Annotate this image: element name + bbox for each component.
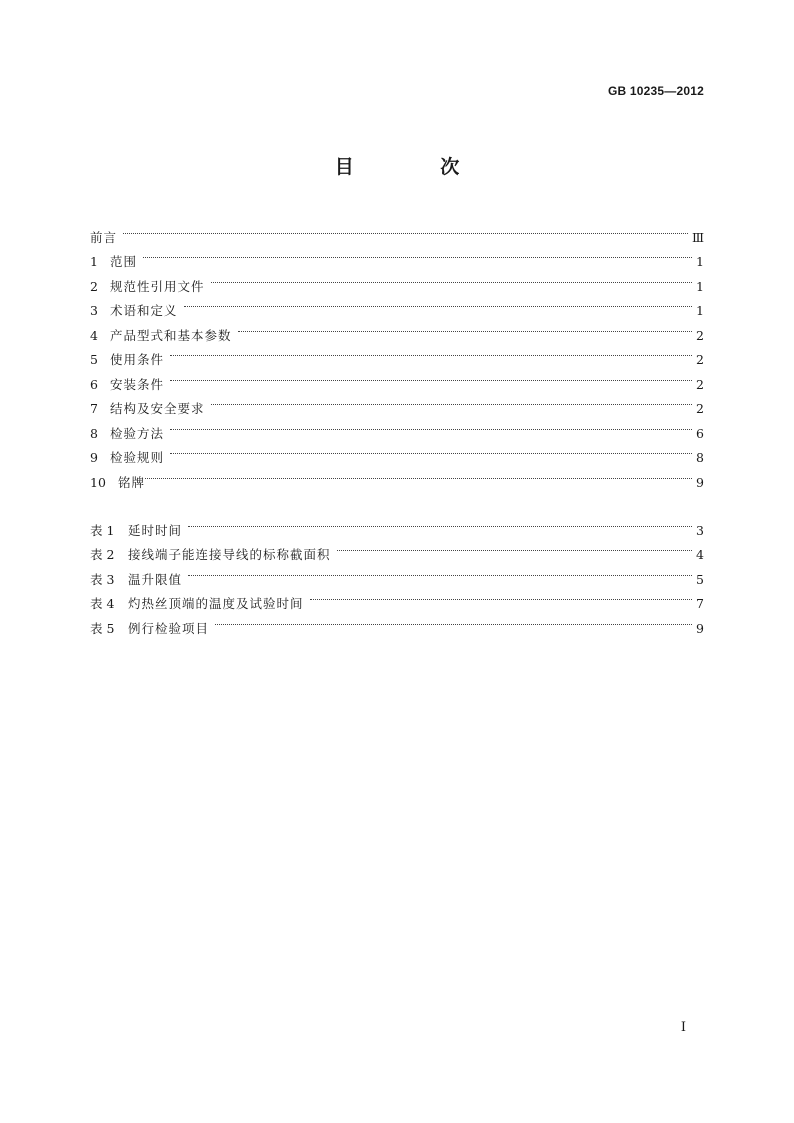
- toc-entry-page: 8: [696, 450, 704, 465]
- toc-entry[interactable]: [90, 462, 704, 490]
- dot-leader: [123, 217, 688, 242]
- dot-leader: [337, 535, 692, 560]
- toc-entry-label: 使用条件: [110, 352, 165, 367]
- toc-entry-number: 4: [90, 327, 98, 343]
- toc-entry-number: 10: [90, 474, 106, 490]
- toc-entry[interactable]: [90, 389, 704, 414]
- toc-entry-number: 9: [90, 450, 98, 465]
- table-entry-number: 表 5: [90, 620, 115, 636]
- table-entry[interactable]: [90, 535, 704, 560]
- dot-leader: [188, 559, 692, 584]
- toc-entry-number: 5: [90, 352, 98, 367]
- table-entry-number: 表 3: [90, 571, 115, 587]
- table-entry-number: 表 1: [90, 522, 115, 538]
- dot-leader: [170, 438, 692, 463]
- toc-entry[interactable]: [90, 266, 704, 294]
- dot-leader: [188, 510, 692, 535]
- toc-entry-page: 6: [696, 425, 704, 441]
- toc-entry-page: 2: [696, 352, 704, 367]
- table-entry[interactable]: [90, 584, 704, 609]
- toc-list: [90, 217, 704, 490]
- toc-entry-label: 检验方法: [110, 425, 165, 441]
- toc-entry-number: 7: [90, 401, 98, 416]
- table-entry-page: 5: [696, 571, 704, 587]
- dot-leader: [211, 266, 692, 291]
- table-entry-label: 接线端子能连接导线的标称截面积: [128, 547, 331, 562]
- toc-entry-number: 3: [90, 303, 98, 318]
- table-entry-label: 灼热丝顶端的温度及试验时间: [128, 596, 304, 611]
- toc-entry-page: 2: [696, 327, 704, 343]
- page-number: I: [680, 1020, 686, 1035]
- toc-entry-page: 2: [696, 401, 704, 416]
- toc-entry[interactable]: [90, 242, 704, 267]
- toc-entry-label: 铭牌: [118, 474, 146, 490]
- table-entry-page: 7: [696, 596, 704, 611]
- toc-entry-page: Ⅲ: [691, 229, 704, 245]
- toc-entry-page: 1: [696, 254, 704, 269]
- table-entry-page: 3: [696, 522, 704, 538]
- toc-entry-label: 产品型式和基本参数: [110, 327, 232, 343]
- toc-entry-label: 前言: [90, 229, 118, 245]
- dot-leader: [184, 291, 692, 316]
- table-entry-number: 表 4: [90, 596, 115, 611]
- dot-leader: [143, 242, 692, 267]
- toc-entry-label: 术语和定义: [110, 303, 178, 318]
- toc-entry-label: 范围: [110, 254, 138, 269]
- toc-entry-number: 1: [90, 254, 98, 269]
- dot-leader: [170, 340, 692, 365]
- toc-entry[interactable]: [90, 315, 704, 343]
- toc-entry-label: 结构及安全要求: [110, 401, 205, 416]
- toc-entry[interactable]: [90, 413, 704, 441]
- toc-entry-label: 规范性引用文件: [110, 278, 205, 294]
- toc-entry-number: 6: [90, 376, 98, 392]
- toc-entry-number: 2: [90, 278, 98, 294]
- dot-leader: [310, 584, 692, 609]
- table-list: [90, 510, 704, 636]
- page-title: 目 次: [334, 156, 500, 178]
- dot-leader: [238, 315, 692, 340]
- toc-entry[interactable]: [90, 364, 704, 392]
- table-entry-page: 9: [696, 620, 704, 636]
- toc-entry[interactable]: [90, 217, 704, 245]
- table-entry-label: 例行检验项目: [128, 620, 210, 636]
- toc-entry-label: 检验规则: [110, 450, 165, 465]
- toc-entry[interactable]: [90, 438, 704, 463]
- table-entry[interactable]: [90, 510, 704, 538]
- toc-entry[interactable]: [90, 340, 704, 365]
- toc-entry-number: 8: [90, 425, 98, 441]
- dot-leader: [211, 389, 692, 414]
- toc-entry-page: 2: [696, 376, 704, 392]
- dot-leader: [170, 364, 692, 389]
- table-entry-label: 温升限值: [128, 571, 183, 587]
- table-entry-number: 表 2: [90, 547, 115, 562]
- toc-entry-page: 1: [696, 303, 704, 318]
- dot-leader: [215, 608, 692, 633]
- dot-leader: [145, 462, 692, 487]
- toc-entry-page: 9: [696, 474, 704, 490]
- table-entry-page: 4: [696, 547, 704, 562]
- table-entry-label: 延时时间: [128, 522, 183, 538]
- dot-leader: [170, 413, 692, 438]
- toc-entry-label: 安装条件: [110, 376, 165, 392]
- standard-code: GB 10235—2012: [608, 84, 704, 98]
- toc-entry-page: 1: [696, 278, 704, 294]
